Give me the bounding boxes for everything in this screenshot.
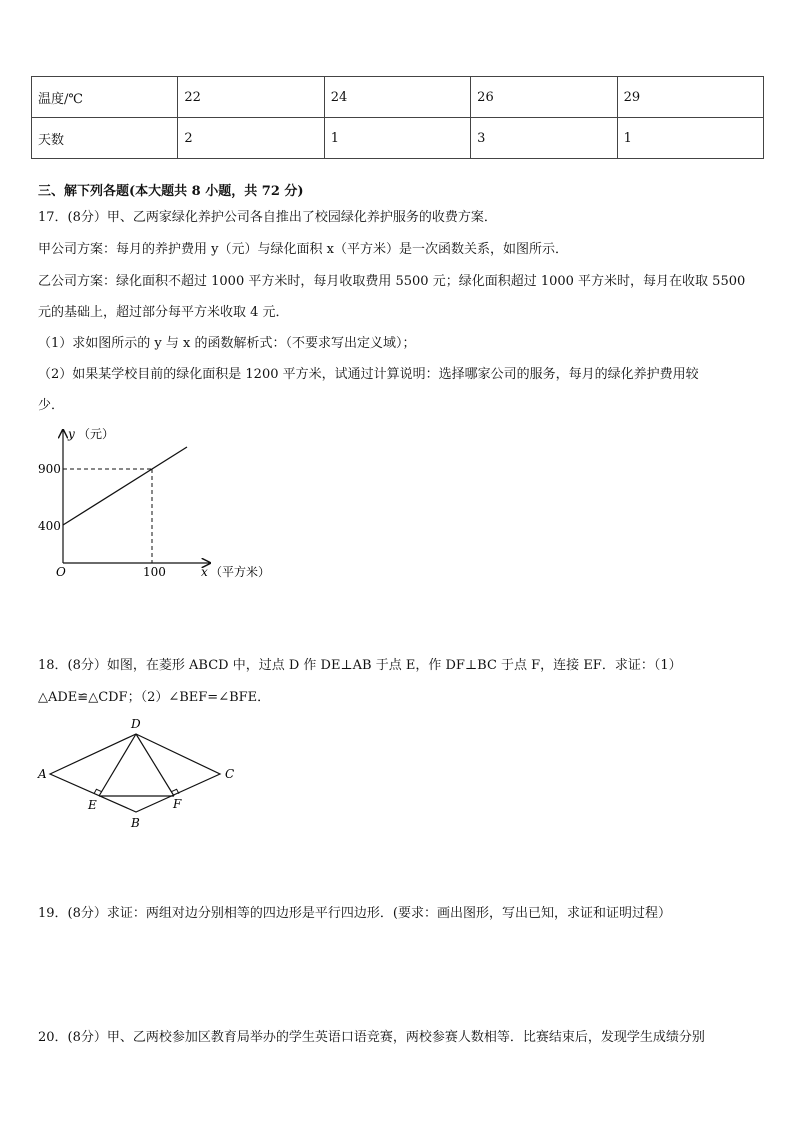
table-cell: 1 [617,118,763,159]
q17-part1: （1）求如图所示的 y 与 x 的函数解析式：（不要求写出定义域）； [38,336,416,351]
table-cell: 24 [324,77,470,118]
q17-part2-line1: （2）如果某学校目前的绿化面积是 1200 平方米，试通过计算说明：选择哪家公司的服务，每月的绿化养护费用较 [38,367,699,382]
y-axis-var: y [68,427,75,441]
section-heading: 三、解下列各题(本大题共 8 小题，共 72 分) [38,184,304,199]
y-tick-400: 400 [38,519,61,533]
q17-plan-a: 甲公司方案：每月的养护费用 y（元）与绿化面积 x（平方米）是一次函数关系，如图所示． [38,242,568,257]
table-row [32,77,764,118]
label-e: E [88,798,97,812]
label-c: C [225,767,235,781]
q17-function-graph [30,420,290,590]
q17-plan-b-line2: 元的基础上，超过部分每平方米收取 4 元． [38,305,289,320]
q17-plan-b-line1: 乙公司方案：绿化面积不超过 1000 平方米时，每月收取费用 5500 元；绿化面积超过 1000 平方米时，每月在收取 5500 [38,274,746,289]
segment-de [99,734,136,796]
q20-line1: 20．(8分）甲、乙两校参加区教育局举办的学生英语口语竞赛，两校参赛人数相等．比赛结束后，发现学生成绩分别 [38,1030,705,1045]
q18-line1: 18．(8分）如图，在菱形 ABCD 中，过点 D 作 DE⊥AB 于点 E，作 DF⊥BC 于点 F，连接 EF．求证：（1） [38,658,682,673]
label-d: D [131,717,141,731]
rhombus-abcd [50,734,220,812]
table-row [32,118,764,159]
q17-stem: 17．(8分）甲、乙两家绿化养护公司各自推出了校园绿化养护服务的收费方案． [38,210,497,225]
q18-line2: △ADE≌△CDF；（2）∠BEF=∠BFE． [38,690,271,705]
table-cell: 天数 [32,118,178,159]
q18-rhombus-figure [30,712,250,832]
y-axis-unit: （元） [78,427,115,441]
function-line [63,447,187,525]
temperature-table [31,76,764,159]
label-f: F [173,797,182,811]
table-cell: 29 [617,77,763,118]
table-cell: 2 [178,118,324,159]
label-b: B [131,816,140,830]
table-cell: 1 [324,118,470,159]
x-tick-100: 100 [143,565,166,579]
table-cell: 26 [471,77,617,118]
table-cell: 温度/℃ [32,77,178,118]
q19-line1: 19．(8分）求证：两组对边分别相等的四边形是平行四边形．(要求：画出图形，写出已知，求证和证明过程） [38,906,671,921]
q17-part2-line2: 少． [38,398,65,413]
table-cell: 3 [471,118,617,159]
x-axis-unit: （平方米） [210,565,271,579]
origin-label: O [56,565,66,579]
label-a: A [38,767,47,781]
table-cell: 22 [178,77,324,118]
y-tick-900: 900 [38,462,61,476]
x-axis-var: x [201,565,208,579]
